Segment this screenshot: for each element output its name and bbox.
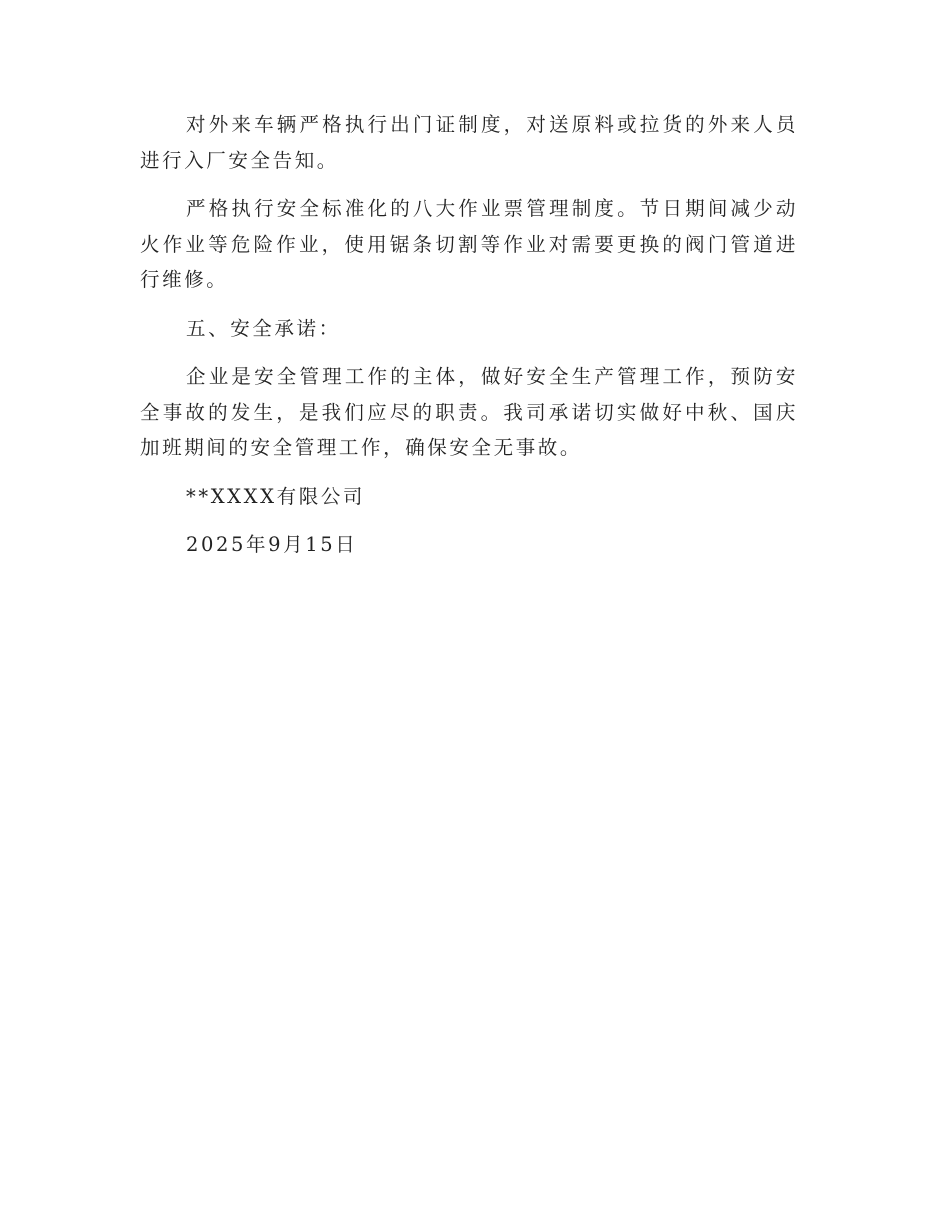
signature-company: **XXXX有限公司 xyxy=(186,484,366,508)
paragraph-vehicle-control: 对外来车辆严格执行出门证制度，对送原料或拉货的外来人员进行入厂安全告知。 xyxy=(140,113,798,172)
paragraph-work-permit: 严格执行安全标准化的八大作业票管理制度。节日期间减少动火作业等危险作业，使用锯条切割等作业对需要更换的阀门管道进行维修。 xyxy=(140,197,798,291)
paragraph-commitment: 企业是安全管理工作的主体，做好安全生产管理工作，预防安全事故的发生，是我们应尽的职责。我司承诺切实做好中秋、国庆加班期间的安全管理工作，确保安全无事故。 xyxy=(140,365,798,459)
signature-date: 2025年9月15日 xyxy=(186,533,358,556)
section-heading-safety-commitment: 五、安全承诺： xyxy=(186,316,341,340)
